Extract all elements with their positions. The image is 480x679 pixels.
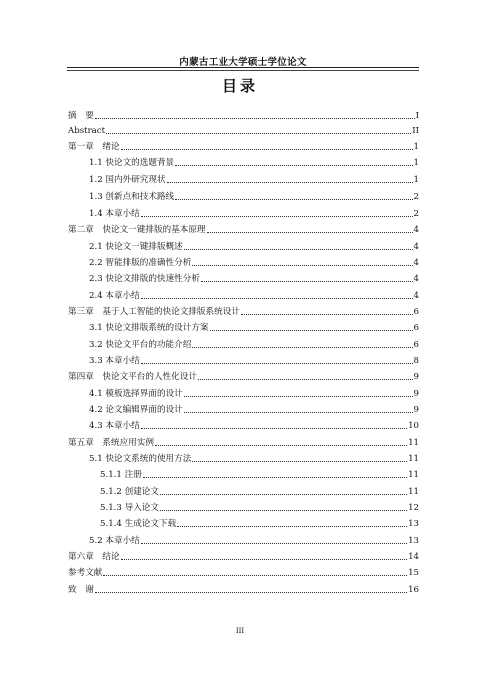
- toc-entry-page: 9: [413, 405, 419, 415]
- toc-entry[interactable]: [89, 241, 419, 253]
- toc-dot-leader: [121, 558, 407, 560]
- toc-entry[interactable]: [89, 273, 419, 285]
- toc-entry[interactable]: [89, 208, 419, 220]
- toc-entry-label: 2.4 本章小结: [89, 291, 140, 301]
- toc-entry-label: 第五章 系统应用实例: [68, 438, 154, 448]
- toc-entry-label: 3.1 快论文排版系统的设计方案: [89, 323, 209, 333]
- toc-entry-label: 第四章 快论文平台的人性化设计: [68, 372, 197, 382]
- toc-entry[interactable]: [100, 469, 419, 481]
- toc-dot-leader: [160, 509, 407, 511]
- toc-entry-page: 6: [413, 340, 419, 350]
- toc-dot-leader: [184, 248, 413, 250]
- toc-dot-leader: [95, 591, 407, 593]
- toc-entry[interactable]: [89, 257, 419, 269]
- toc-entry-page: 12: [408, 503, 419, 513]
- toc-entry-page: 2: [413, 192, 419, 202]
- toc-entry-label: 5.1.1 注册: [100, 470, 142, 480]
- toc-dot-leader: [121, 148, 413, 150]
- toc-entry-page: 13: [408, 519, 419, 529]
- toc-entry-page: 6: [413, 307, 419, 317]
- toc-entry-label: 致 谢: [68, 585, 94, 595]
- toc-entry[interactable]: [89, 322, 419, 334]
- toc-entry[interactable]: [100, 486, 419, 498]
- toc-entry-page: 11: [408, 470, 419, 480]
- toc-entry-label: 参考文献: [68, 568, 103, 578]
- toc-entry[interactable]: [89, 157, 419, 169]
- toc-entry-label: Abstract: [68, 126, 106, 136]
- page-number: III: [235, 627, 245, 635]
- toc-entry[interactable]: [89, 404, 419, 416]
- toc-entry[interactable]: [68, 584, 419, 596]
- toc-dot-leader: [201, 280, 413, 282]
- toc-entry[interactable]: [68, 371, 419, 383]
- toc-entry[interactable]: [89, 191, 419, 203]
- toc-entry-page: 9: [413, 389, 419, 399]
- toc-entry-label: 5.1.2 创建论文: [100, 487, 159, 497]
- toc-entry-page: 1: [413, 158, 419, 168]
- toc-dot-leader: [175, 164, 412, 166]
- toc-entry[interactable]: [89, 535, 419, 547]
- toc-entry-label: 4.1 模板选择界面的设计: [89, 389, 183, 399]
- toc-entry-label: 2.1 快论文一键排版概述: [89, 242, 183, 252]
- toc-dot-leader: [192, 346, 412, 348]
- toc-entry[interactable]: [89, 174, 419, 186]
- toc-entry[interactable]: [68, 567, 419, 579]
- toc-entry[interactable]: [89, 339, 419, 351]
- toc-dot-leader: [141, 297, 413, 299]
- running-header: 内蒙古工业大学硕士学位论文: [179, 57, 307, 68]
- toc-entry-page: 11: [408, 454, 419, 464]
- toc-dot-leader: [141, 427, 407, 429]
- toc-title: 目录: [221, 77, 258, 95]
- toc-entry[interactable]: [68, 125, 419, 137]
- toc-entry-label: 第一章 绪论: [68, 142, 120, 152]
- toc-entry-label: 2.2 智能排版的准确性分析: [89, 258, 192, 268]
- toc-dot-leader: [167, 181, 413, 183]
- toc-entry-page: 8: [413, 356, 419, 366]
- header-rule: [67, 67, 419, 68]
- toc-entry[interactable]: [68, 224, 419, 236]
- toc-dot-leader: [155, 444, 407, 446]
- toc-entry-page: I: [415, 111, 419, 121]
- toc-dot-leader: [210, 329, 413, 331]
- toc-entry[interactable]: [89, 290, 419, 302]
- toc-entry[interactable]: [89, 388, 419, 400]
- toc-entry-page: II: [412, 126, 419, 136]
- toc-entry-label: 5.1.3 导入论文: [100, 503, 159, 513]
- toc-entry[interactable]: [89, 420, 419, 432]
- toc-entry-page: 9: [413, 372, 419, 382]
- toc-dot-leader: [141, 215, 413, 217]
- toc-dot-leader: [207, 231, 413, 233]
- toc-entry-label: 第六章 结论: [68, 552, 120, 562]
- toc-entry[interactable]: [68, 110, 419, 122]
- toc-entry-label: 3.3 本章小结: [89, 356, 140, 366]
- toc-entry-label: 5.1.4 生成论文下载: [100, 519, 177, 529]
- toc-dot-leader: [141, 542, 407, 544]
- toc-dot-leader: [160, 493, 407, 495]
- toc-entry-page: 4: [413, 291, 419, 301]
- toc-dot-leader: [141, 362, 413, 364]
- toc-dot-leader: [198, 378, 413, 380]
- toc-dot-leader: [241, 313, 413, 315]
- toc-entry-page: 6: [413, 323, 419, 333]
- toc-entry-label: 1.1 快论文的选题背景: [89, 158, 175, 168]
- toc-dot-leader: [184, 411, 413, 413]
- toc-entry-page: 1: [413, 175, 419, 185]
- toc-entry-page: 11: [408, 438, 419, 448]
- toc-entry[interactable]: [68, 141, 419, 153]
- toc-entry-page: 11: [408, 487, 419, 497]
- toc-dot-leader: [103, 574, 407, 576]
- toc-entry[interactable]: [100, 518, 419, 530]
- toc-dot-leader: [106, 132, 411, 134]
- toc-entry-label: 5.1 快论文系统的使用方法: [89, 454, 192, 464]
- toc-entry[interactable]: [68, 551, 419, 563]
- toc-entry[interactable]: [100, 502, 419, 514]
- toc-entry-page: 10: [408, 421, 419, 431]
- toc-entry-page: 13: [408, 536, 419, 546]
- toc-dot-leader: [177, 525, 407, 527]
- toc-entry-page: 4: [413, 225, 419, 235]
- header-rule-thin: [67, 70, 419, 71]
- toc-entry-label: 1.4 本章小结: [89, 209, 140, 219]
- toc-entry-label: 3.2 快论文平台的功能介绍: [89, 340, 192, 350]
- toc-entry-label: 2.3 快论文排版的快速性分析: [89, 274, 200, 284]
- toc-entry-page: 4: [413, 274, 419, 284]
- toc-entry-label: 第三章 基于人工智能的快论文排版系统设计: [68, 307, 240, 317]
- toc-entry-page: 16: [408, 585, 419, 595]
- toc-entry-label: 1.2 国内外研究现状: [89, 175, 166, 185]
- toc-dot-leader: [95, 117, 415, 119]
- toc-entry-page: 1: [413, 142, 419, 152]
- toc-entry-page: 2: [413, 209, 419, 219]
- toc-entry[interactable]: [68, 437, 419, 449]
- toc-entry-label: 5.2 本章小结: [89, 536, 140, 546]
- toc-entry[interactable]: [68, 306, 419, 318]
- toc-entry-page: 15: [408, 568, 419, 578]
- toc-entry-label: 摘 要: [68, 111, 94, 121]
- toc-entry-label: 4.3 本章小结: [89, 421, 140, 431]
- toc-dot-leader: [192, 264, 412, 266]
- toc-dot-leader: [175, 198, 412, 200]
- toc-entry-label: 1.3 创新点和技术路线: [89, 192, 175, 202]
- toc-dot-leader: [192, 460, 407, 462]
- toc-dot-leader: [143, 476, 407, 478]
- toc-entry-page: 4: [413, 242, 419, 252]
- toc-entry-label: 第二章 快论文一键排版的基本原理: [68, 225, 206, 235]
- toc-entry-page: 4: [413, 258, 419, 268]
- toc-entry[interactable]: [89, 355, 419, 367]
- toc-entry-label: 4.2 论文编辑界面的设计: [89, 405, 183, 415]
- toc-entry-page: 14: [408, 552, 419, 562]
- toc-dot-leader: [184, 395, 413, 397]
- toc-entry[interactable]: [89, 453, 419, 465]
